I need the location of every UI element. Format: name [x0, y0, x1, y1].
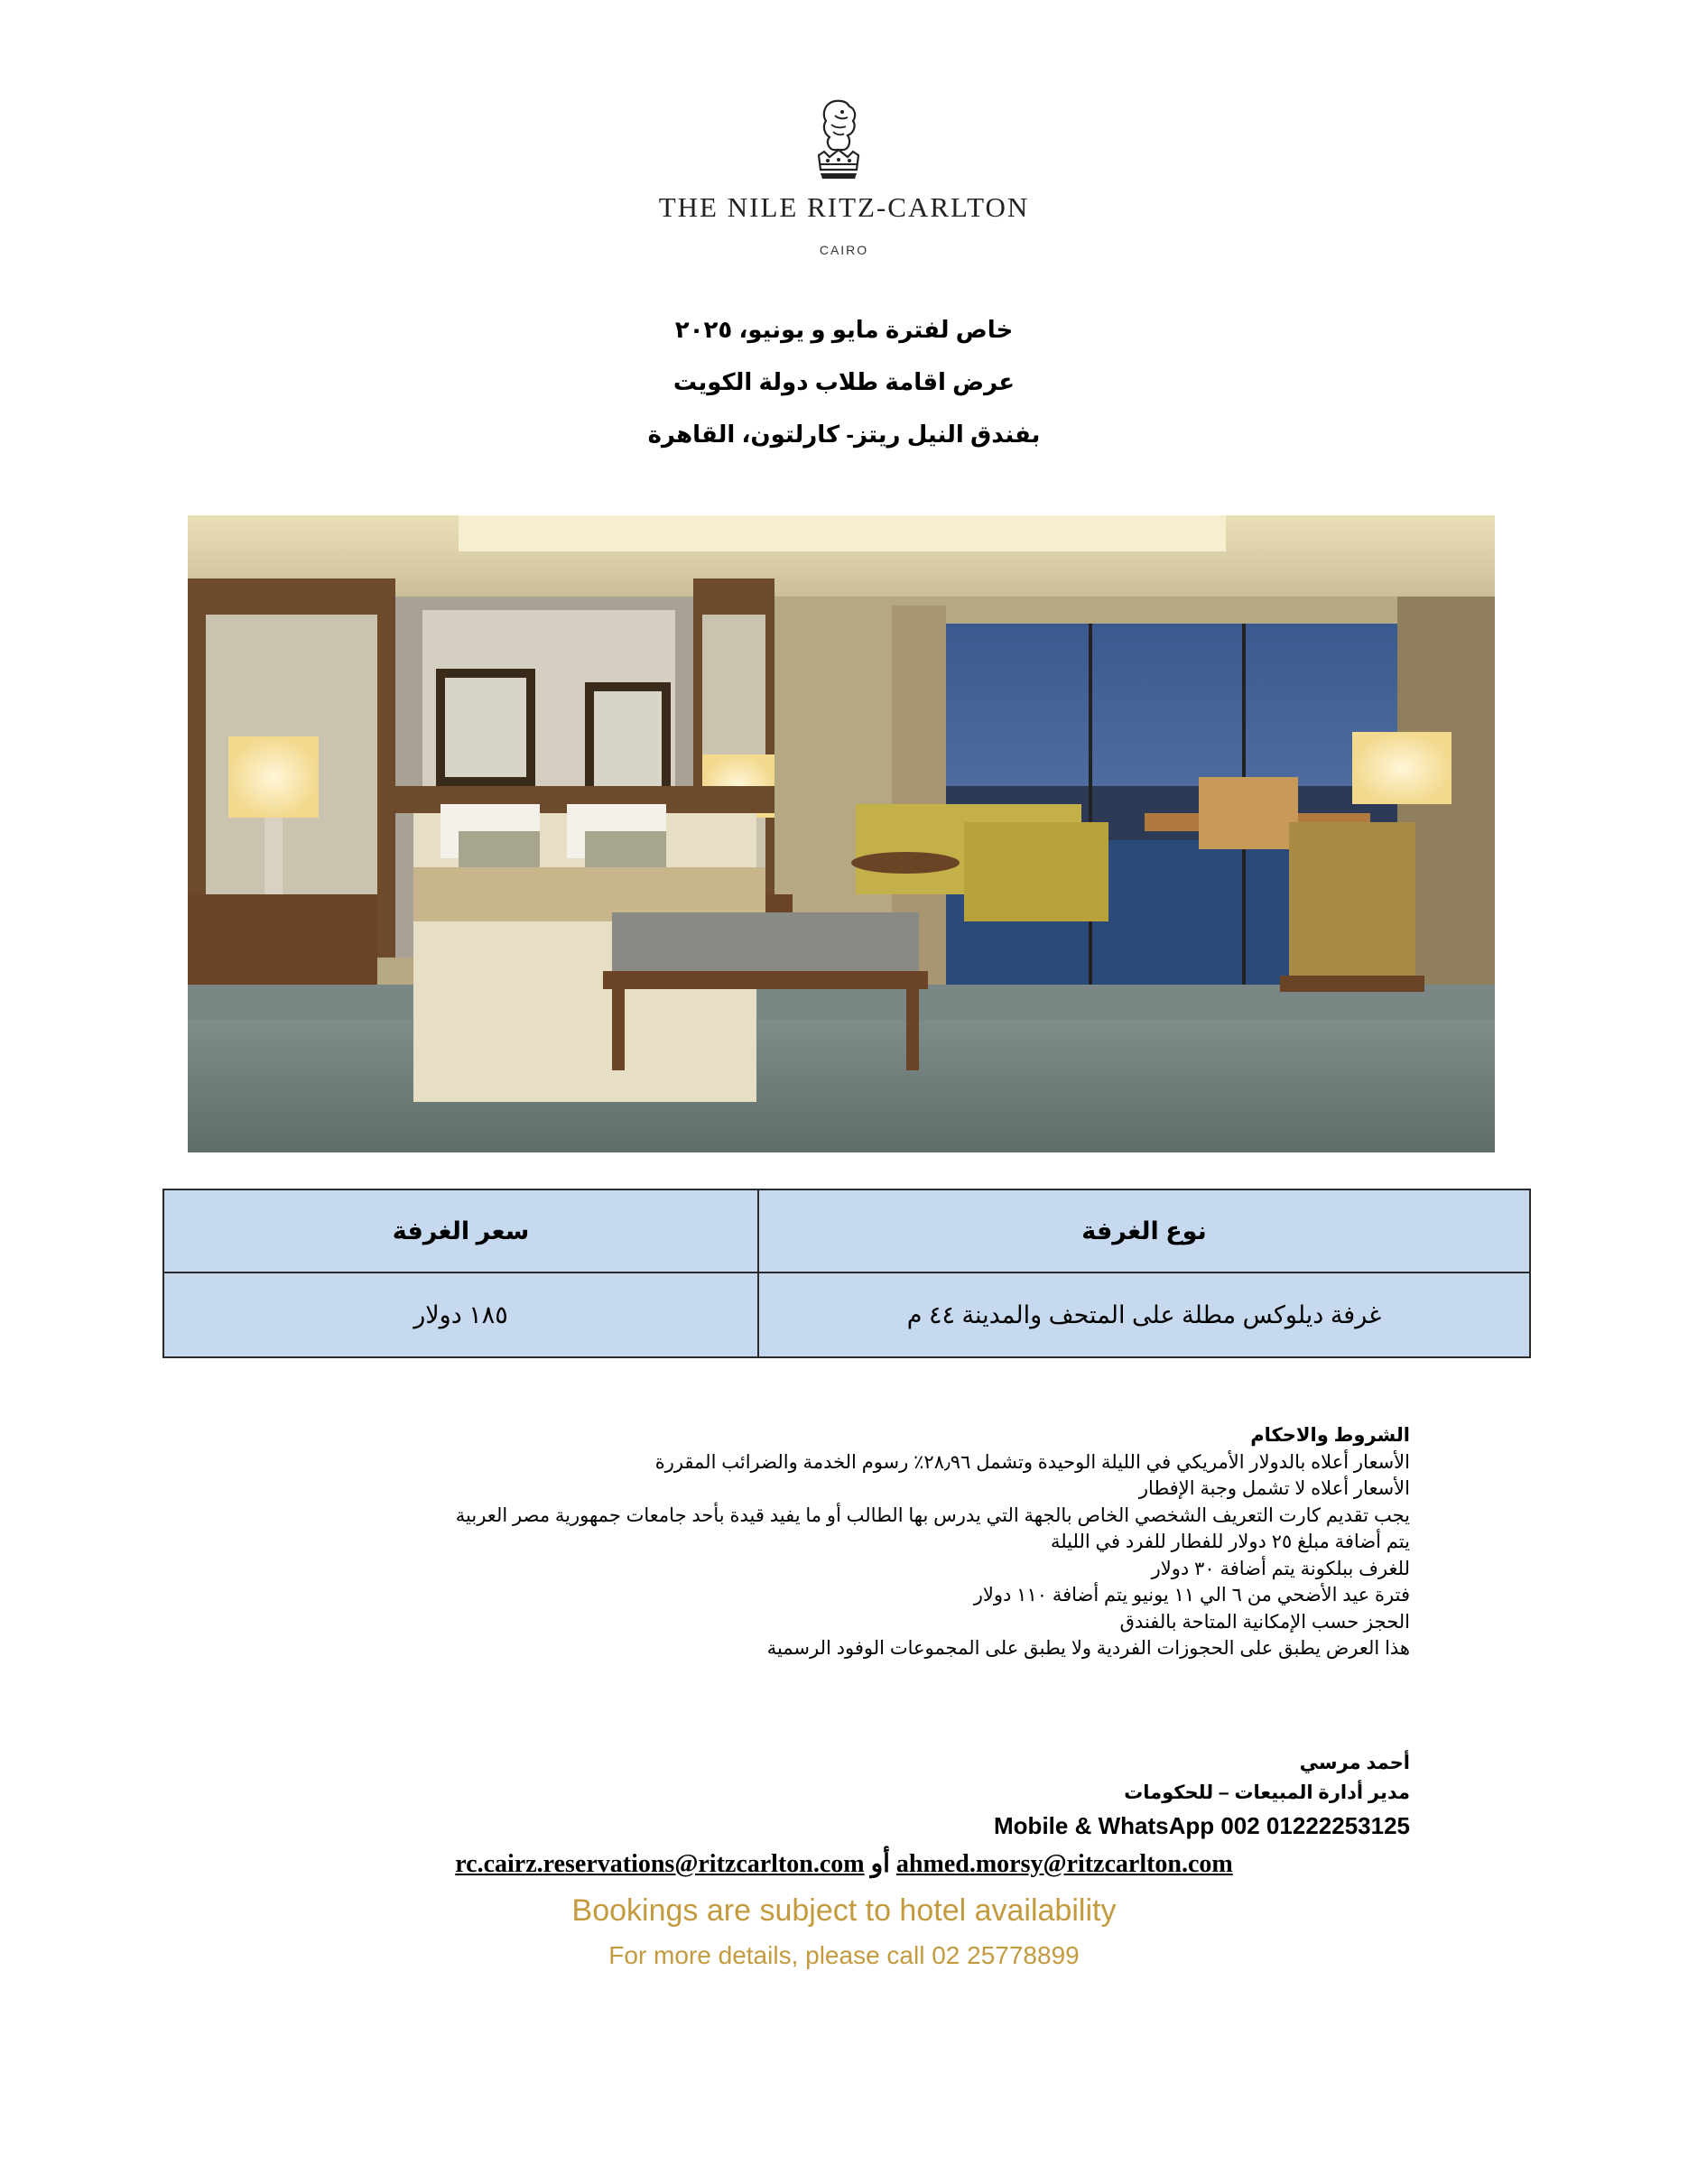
terms-and-conditions	[361, 1422, 1410, 1662]
table-row	[163, 1272, 1530, 1357]
reservations-email-link[interactable]: rc.cairz.reservations@ritzcarlton.com	[455, 1850, 865, 1878]
terms-item: للغرف ببلكونة يتم أضافة ٣٠ دولار	[1151, 1558, 1410, 1579]
table-header-row	[163, 1189, 1530, 1272]
lion-crown-logo-icon	[808, 97, 869, 184]
contact-block	[361, 1748, 1410, 1808]
terms-item: الحجز حسب الإمكانية المتاحة بالفندق	[1119, 1611, 1410, 1633]
room-price-header: سعر الغرفة	[163, 1189, 758, 1272]
contact-mobile: Mobile & WhatsApp 002 01222253125	[994, 1812, 1410, 1839]
brand-city: CAIRO	[819, 243, 869, 257]
room-price-table	[162, 1189, 1531, 1358]
terms-item: الأسعار أعلاه لا تشمل وجبة الإفطار	[1138, 1478, 1410, 1499]
room-price-cell: ١٨٥ دولار	[163, 1272, 758, 1357]
contact-emails	[361, 1848, 1327, 1879]
sales-email-link[interactable]: ahmed.morsy@ritzcarlton.com	[895, 1850, 1233, 1878]
brand-name: THE NILE RITZ-CARLTON	[658, 191, 1030, 223]
terms-item: يتم أضافة مبلغ ٢٥ دولار للفطار للفرد في الليلة	[1050, 1532, 1410, 1552]
email-separator: أو	[870, 1850, 890, 1878]
terms-item: هذا العرض يطبق على الحجوزات الفردية ولا يطبق على المجموعات الوفود الرسمية	[766, 1638, 1410, 1659]
hotel-name-heading: بفندق النيل ريتز- كارلتون، القاهرة	[647, 421, 1041, 448]
offer-title-heading: عرض اقامة طلاب دولة الكويت	[672, 368, 1016, 395]
terms-item: يجب تقديم كارت التعريف الشخصي الخاص بالجهة التي يدرس بها الطالب أو ما يفيد قيدة بأحد جامعات جمهورية مصر العربية	[455, 1504, 1410, 1526]
room-type-header: نوع الغرفة	[758, 1189, 1530, 1272]
availability-note: Bookings are subject to hotel availability	[571, 1893, 1117, 1928]
terms-item: الأسعار أعلاه بالدولار الأمريكي في الليلة الوحيدة وتشمل ٢٨٫٩٦٪ رسوم الخدمة والضرائب المقررة	[654, 1451, 1410, 1473]
hotel-room-photo	[188, 515, 1495, 1152]
terms-title: الشروط والاحكام	[1250, 1425, 1410, 1446]
offer-period-heading: خاص لفترة مايو و يونيو، ٢٠٢٥	[674, 316, 1014, 343]
terms-item: فترة عيد الأضحي من ٦ الي ١١ يونيو يتم أضافة ١١٠ دولار	[973, 1585, 1410, 1606]
contact-name: أحمد مرسي	[1299, 1753, 1410, 1773]
room-type-cell: غرفة ديلوكس مطلة على المتحف والمدينة ٤٤ م	[758, 1272, 1530, 1357]
contact-role: مدير أدارة المبيعات – للحكومات	[1124, 1782, 1410, 1803]
details-phone-note: For more details, please call 02 25778899	[608, 1941, 1080, 1969]
